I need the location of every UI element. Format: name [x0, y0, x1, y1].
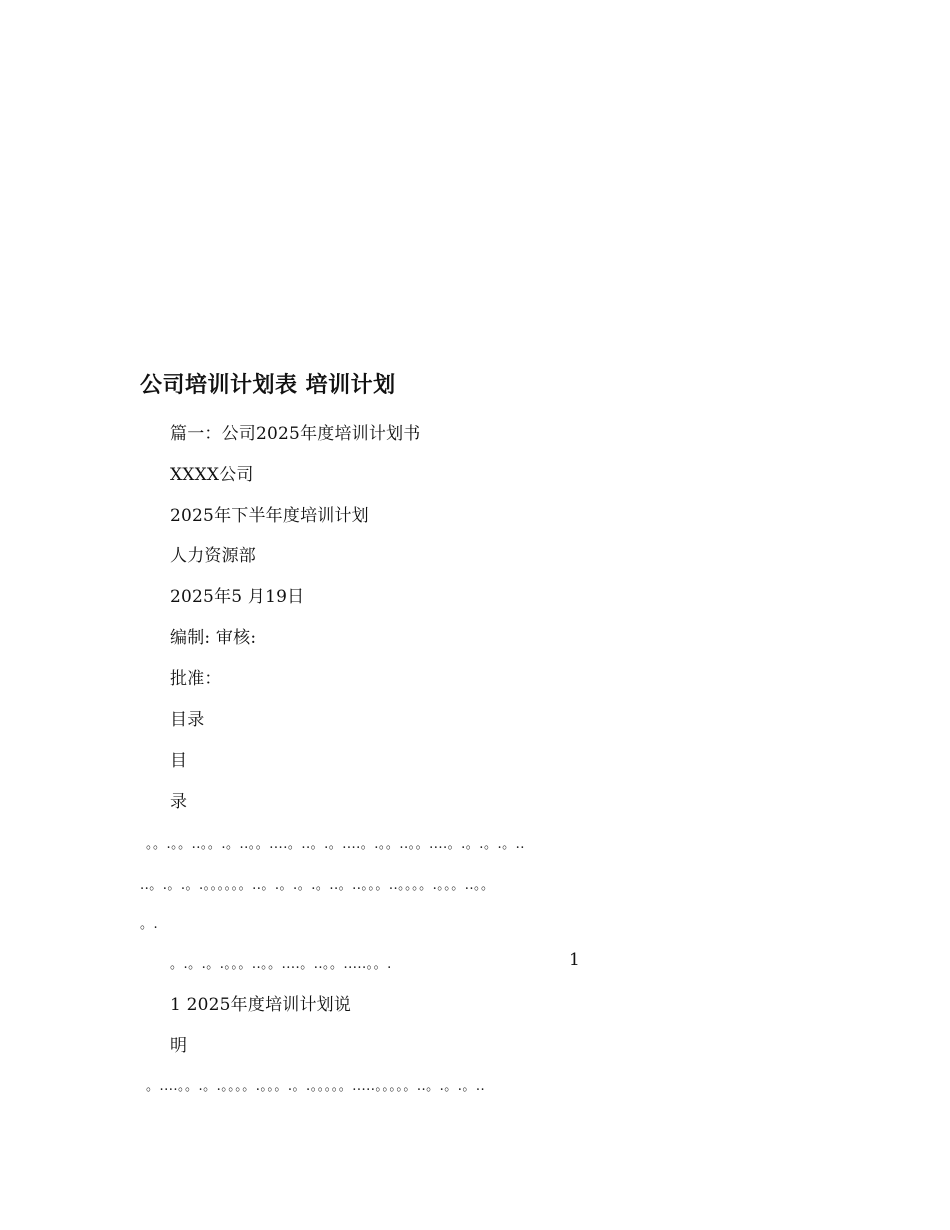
toc-leader-line: ..。.。.。.。。。。。。..。.。.。.。..。..。。。..。。。。.。。。..。。	[140, 878, 495, 893]
toc-heading: 目录	[170, 710, 205, 730]
section-heading: 1 2025年度培训计划说	[170, 995, 352, 1015]
subtitle-line: 篇一：公司2025年度培训计划书	[170, 424, 421, 444]
approver-line: 批准：	[170, 669, 222, 689]
document-title: 公司培训计划表 培训计划	[140, 372, 396, 398]
toc-heading-char-1: 目	[170, 751, 188, 771]
section-heading-continuation: 明	[170, 1036, 188, 1056]
toc-entry-leader: 。.。.。.。。。..。。....。..。。.....。。.	[170, 957, 392, 972]
editor-reviewer-line: 编制: 审核:	[170, 628, 257, 648]
toc-leader-line: 。....。。.。.。。。。.。。。.。.。。。。。.....。。。。。..。.。.。..	[146, 1079, 486, 1094]
toc-heading-char-2: 录	[170, 792, 188, 812]
company-name: XXXX公司	[170, 465, 254, 485]
document-date: 2025年5 月19日	[170, 587, 305, 607]
toc-leader-line: 。。.。。..。。.。..。。....。..。.。....。.。。..。。....。.。.。.。..	[146, 837, 525, 852]
plan-name: 2025年下半年度培训计划	[170, 506, 369, 526]
toc-leader-line: 。.	[140, 917, 159, 932]
toc-entry-page-number: 1	[569, 950, 581, 970]
department-name: 人力资源部	[170, 546, 256, 566]
